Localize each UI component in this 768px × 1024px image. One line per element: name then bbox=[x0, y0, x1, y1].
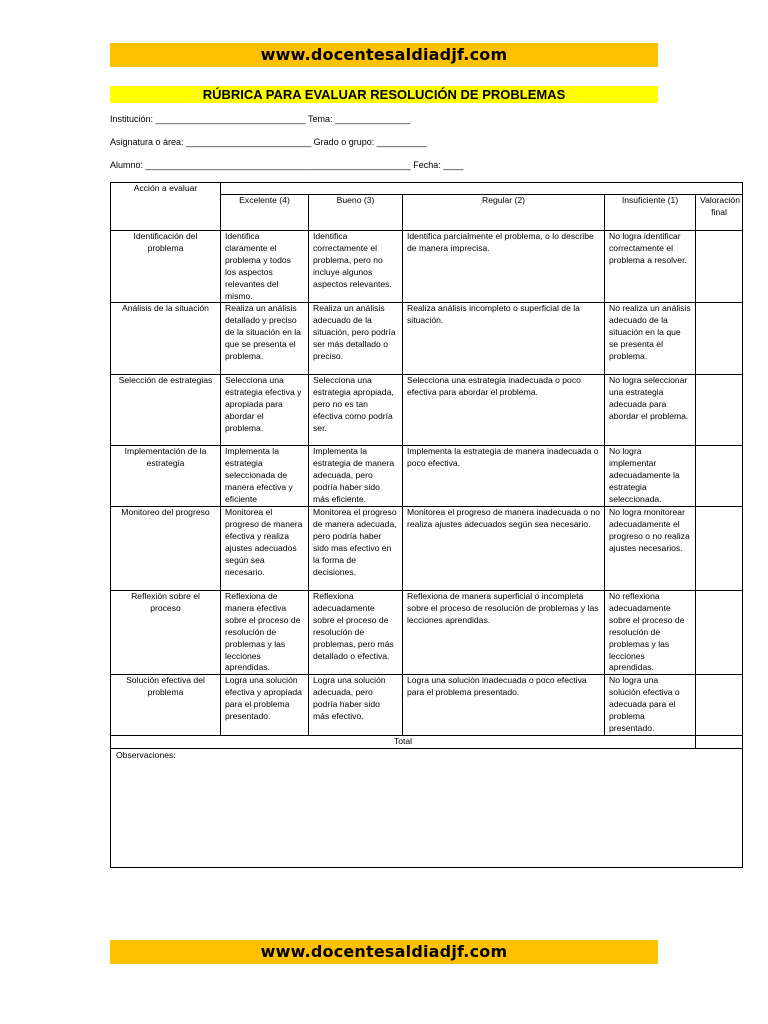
cell-insuficiente: No logra monitorear adecuadamente el progreso o no realiza ajustes necesarios. bbox=[605, 506, 696, 590]
table-header-row bbox=[111, 183, 743, 195]
header-excelente: Excelente (4) bbox=[221, 195, 309, 231]
cell-insuficiente: No reflexiona adecuadamente sobre el proceso de resolución de problemas y las lecciones aprendidas. bbox=[605, 590, 696, 674]
document-title: RÚBRICA PARA EVALUAR RESOLUCIÓN DE PROBLEMAS bbox=[110, 86, 658, 103]
header-bueno: Bueno (3) bbox=[309, 195, 403, 231]
alumno-field: Alumno: _____________________________________________________ Fecha: ____ bbox=[110, 160, 464, 170]
website-banner-top bbox=[110, 43, 658, 67]
row-action: Implementación de la estrategia bbox=[111, 446, 221, 507]
cell-regular: Realiza análisis incompleto o superficial de la situación. bbox=[403, 303, 605, 375]
cell-bueno: Reflexiona adecuadamente sobre el proceso de resolución de problemas, pero más detallado o efectiva. bbox=[309, 590, 403, 674]
total-row bbox=[111, 736, 743, 749]
institucion-field: Institución: ______________________________ Tema: _______________ bbox=[110, 114, 411, 124]
cell-bueno: Realiza un análisis adecuado de la situación, pero podría ser más detallado o preciso. bbox=[309, 303, 403, 375]
cell-regular: Logra una solución inadecuada o poco efectiva para el problema presentado. bbox=[403, 675, 605, 736]
table-row bbox=[111, 231, 743, 303]
cell-insuficiente: No logra identificar correctamente el problema a resolver. bbox=[605, 231, 696, 303]
table-row bbox=[111, 506, 743, 590]
cell-regular: Selecciona una estrategia inadecuada o poco efectiva para abordar el problema. bbox=[403, 375, 605, 446]
cell-valoracion[interactable] bbox=[696, 231, 743, 303]
table-row bbox=[111, 303, 743, 375]
header-spacer bbox=[221, 183, 743, 195]
row-action: Identificación del problema bbox=[111, 231, 221, 303]
observaciones-row bbox=[111, 749, 743, 868]
cell-excelente: Identifica claramente el problema y todos los aspectos relevantes del mismo. bbox=[221, 231, 309, 303]
cell-valoracion[interactable] bbox=[696, 375, 743, 446]
total-value-cell[interactable] bbox=[696, 736, 743, 749]
observaciones-field[interactable] bbox=[111, 749, 743, 868]
row-action: Monitoreo del progreso bbox=[111, 506, 221, 590]
row-action: Solución efectiva del problema bbox=[111, 675, 221, 736]
observaciones-label: Observaciones: bbox=[116, 750, 176, 761]
cell-valoracion[interactable] bbox=[696, 675, 743, 736]
cell-regular: Implementa la estrategia de manera inadecuada o poco efectiva. bbox=[403, 446, 605, 507]
cell-bueno: Identifica correctamente el problema, pero no incluye algunos aspectos relevantes. bbox=[309, 231, 403, 303]
table-row bbox=[111, 375, 743, 446]
cell-excelente: Selecciona una estrategia efectiva y apropiada para abordar el problema. bbox=[221, 375, 309, 446]
header-regular: Regular (2) bbox=[403, 195, 605, 231]
table-row bbox=[111, 590, 743, 674]
cell-bueno: Logra una solución adecuada, pero podría haber sido más efectivo. bbox=[309, 675, 403, 736]
cell-bueno: Monitorea el progreso de manera adecuada, pero podría haber sido mas efectivo en la forma de decisiones. bbox=[309, 506, 403, 590]
cell-valoracion[interactable] bbox=[696, 590, 743, 674]
table-row bbox=[111, 675, 743, 736]
cell-bueno: Selecciona una estrategia apropiada, pero no es tan efectiva como podría ser. bbox=[309, 375, 403, 446]
cell-bueno: Implementa la estrategia de manera adecuada, pero podría haber sido más eficiente. bbox=[309, 446, 403, 507]
cell-regular: Reflexiona de manera superficial o incompleta sobre el proceso de resolución de problemas y las lecciones aprendidas. bbox=[403, 590, 605, 674]
cell-insuficiente: No logra una solución efectiva o adecuada para el problema presentado. bbox=[605, 675, 696, 736]
rubric-table bbox=[110, 182, 743, 868]
website-url: www.docentesaldiadjf.com bbox=[260, 942, 508, 961]
asignatura-field: Asignatura o área: _________________________ Grado o grupo: __________ bbox=[110, 137, 427, 147]
website-url: www.docentesaldiadjf.com bbox=[260, 45, 508, 64]
cell-excelente: Reflexiona de manera efectiva sobre el proceso de resolución de problemas y las lecciones aprendidas. bbox=[221, 590, 309, 674]
cell-valoracion[interactable] bbox=[696, 506, 743, 590]
cell-insuficiente: No realiza un análisis adecuado de la situación en la que se presenta el problema. bbox=[605, 303, 696, 375]
row-action: Selección de estrategias bbox=[111, 375, 221, 446]
cell-valoracion[interactable] bbox=[696, 303, 743, 375]
cell-regular: Monitorea el progreso de manera inadecuada o no realiza ajustes adecuados según sea necesario. bbox=[403, 506, 605, 590]
cell-excelente: Monitorea el progreso de manera efectiva y realiza ajustes adecuados según sea necesario. bbox=[221, 506, 309, 590]
action-header: Acción a evaluar bbox=[111, 183, 221, 231]
website-banner-bottom bbox=[110, 940, 658, 964]
row-action: Reflexión sobre el proceso bbox=[111, 590, 221, 674]
table-row bbox=[111, 446, 743, 507]
cell-regular: Identifica parcialmente el problema, o lo describe de manera imprecisa. bbox=[403, 231, 605, 303]
total-label: Total bbox=[111, 736, 696, 749]
cell-insuficiente: No logra seleccionar una estrategia adecuada para abordar el problema. bbox=[605, 375, 696, 446]
cell-excelente: Logra una solución efectiva y apropiada para el problema presentado. bbox=[221, 675, 309, 736]
cell-insuficiente: No logra implementar adecuadamente la estrategia seleccionada. bbox=[605, 446, 696, 507]
cell-valoracion[interactable] bbox=[696, 446, 743, 507]
cell-excelente: Realiza un análisis detallado y preciso de la situación en la que se presenta el problema. bbox=[221, 303, 309, 375]
header-insuficiente: Insuficiente (1) bbox=[605, 195, 696, 231]
header-valoracion: Valoración final bbox=[696, 195, 743, 231]
cell-excelente: Implementa la estrategia seleccionada de manera efectiva y eficiente bbox=[221, 446, 309, 507]
row-action: Análisis de la situación bbox=[111, 303, 221, 375]
